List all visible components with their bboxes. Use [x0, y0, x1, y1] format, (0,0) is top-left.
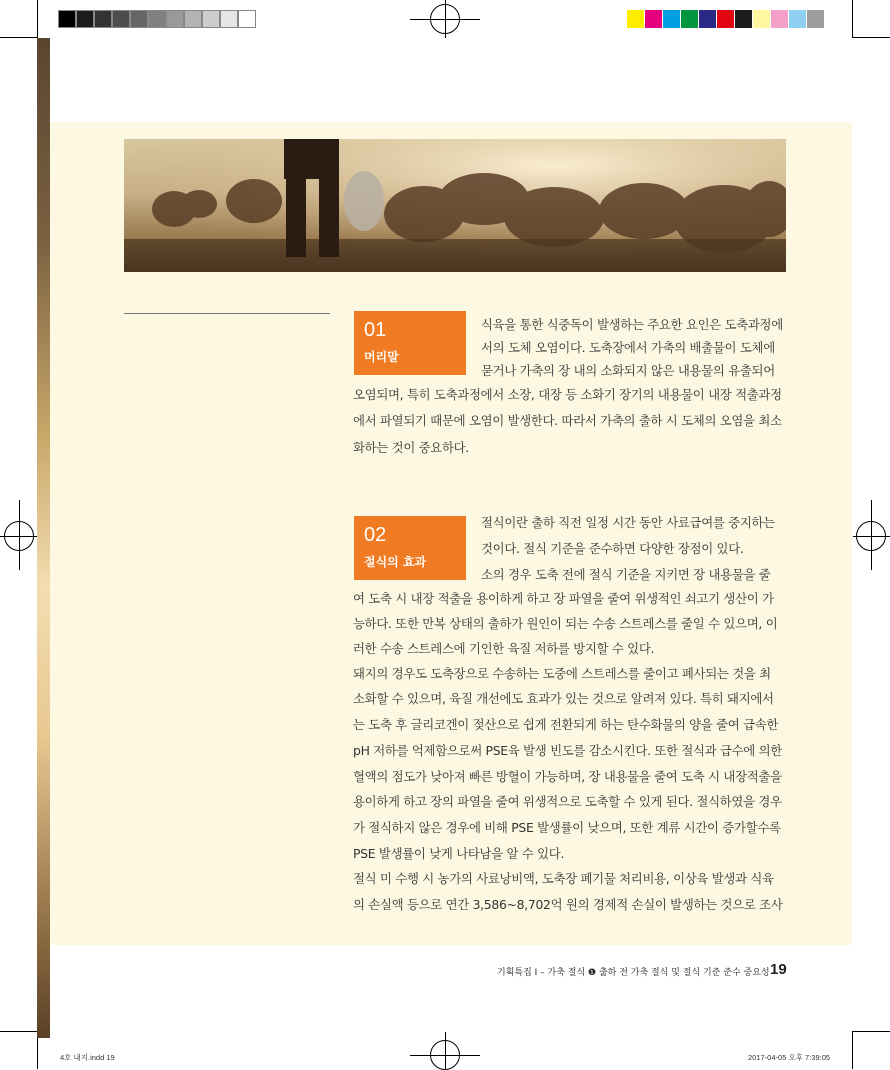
sidebar-rule — [124, 313, 330, 314]
body-line: PSE 발생률이 낮게 나타남을 알 수 있다. — [353, 846, 565, 861]
body-line: 용이하게 하고 장의 파열을 줄여 위생적으로 도축할 수 있게 된다. 절식하였을 경우 — [353, 794, 782, 809]
gray-swatch — [220, 10, 238, 28]
gray-swatch — [148, 10, 166, 28]
body-line: pH 저하를 억제함으로써 PSE육 발생 빈도를 감소시킨다. 또한 절식과 급수에 의한 — [353, 743, 782, 758]
body-line: 절식 미 수행 시 농가의 사료낭비액, 도축장 폐기물 처리비용, 이상육 발생과 식육 — [353, 871, 774, 886]
pigs-and-farmer-photo — [124, 139, 786, 272]
color-swatch — [717, 10, 735, 28]
body-line: 서의 도체 오염이다. 도축장에서 가축의 배출물이 도체에 — [481, 340, 775, 355]
color-swatch — [807, 10, 825, 28]
gray-swatch — [94, 10, 112, 28]
page-number: 19 — [770, 961, 787, 978]
slug-filename: 4호 내지.indd 19 — [60, 1053, 115, 1062]
body-line: 혈액의 점도가 낮아져 빠른 방혈이 가능하며, 장 내용물을 줄여 도축 시 내장적출을 — [353, 769, 782, 784]
body-line: 화하는 것이 중요하다. — [353, 440, 469, 455]
body-line: 식육을 통한 식중독이 발생하는 주요한 요인은 도축과정에 — [481, 317, 783, 332]
color-swatch — [735, 10, 753, 28]
body-line: 오염되며, 특히 도축과정에서 소장, 대장 등 소화기 장기의 내용물이 내장 적출과정 — [353, 387, 782, 402]
color-swatch — [663, 10, 681, 28]
section-title: 절식의 효과 — [364, 555, 427, 569]
section-title: 머리말 — [364, 350, 399, 364]
body-line: 여 도축 시 내장 적출을 용이하게 하고 장 파열을 줄여 위생적인 쇠고기 생산이 가 — [353, 591, 774, 606]
body-line: 소화할 수 있으며, 육질 개선에도 효과가 있는 것으로 알려져 있다. 특히 돼지에서 — [353, 691, 774, 706]
color-swatch — [699, 10, 717, 28]
gray-swatch — [130, 10, 148, 28]
body-line: 묻거나 가축의 장 내의 소화되지 않은 내용물의 유출되어 — [481, 363, 775, 378]
body-line: 의 손실액 등으로 연간 3,586~8,702억 원의 경제적 손실이 발생하는 것으로 조사 — [353, 897, 783, 912]
body-line: 소의 경우 도축 전에 절식 기준을 지키면 장 내용물을 줄 — [481, 567, 771, 582]
gray-swatch — [112, 10, 130, 28]
section-01-badge — [354, 311, 466, 375]
gray-swatch — [58, 10, 76, 28]
gray-swatch — [166, 10, 184, 28]
color-swatch — [789, 10, 807, 28]
running-title: 기획특집 I – 가축 절식 ❶ 출하 전 가축 절식 및 절식 기준 준수 중요성 — [497, 968, 770, 978]
color-swatch — [645, 10, 663, 28]
process-color-bar — [627, 10, 825, 28]
bleed-image-strip — [37, 38, 50, 1038]
body-line: 것이다. 절식 기준을 준수하면 다양한 장점이 있다. — [481, 541, 744, 556]
slug-timestamp: 2017-04-05 오후 7:39:05 — [748, 1053, 831, 1062]
body-line: 가 절식하지 않은 경우에 비해 PSE 발생률이 낮으며, 또한 계류 시간이 증가할수록 — [353, 820, 781, 835]
body-line: 능하다. 또한 만복 상태의 출하가 원인이 되는 수송 스트레스를 줄일 수 있으며, 이 — [353, 616, 778, 631]
body-line: 는 도축 후 글리코겐이 젖산으로 쉽게 전환되게 하는 탄수화물의 양을 줄여 급속한 — [353, 717, 779, 732]
body-line: 절식이란 출하 직전 일정 시간 동안 사료급여를 중지하는 — [481, 515, 775, 530]
color-swatch — [627, 10, 645, 28]
gray-swatch — [184, 10, 202, 28]
gray-swatch — [238, 10, 256, 28]
body-line: 러한 수송 스트레스에 기인한 육질 저하를 방지할 수 있다. — [353, 641, 655, 656]
grayscale-color-bar — [58, 10, 256, 28]
body-line: 에서 파열되기 때문에 오염이 발생한다. 따라서 가축의 출하 시 도체의 오염을 최소 — [353, 413, 782, 428]
section-number: 01 — [364, 319, 387, 341]
gray-swatch — [76, 10, 94, 28]
section-number: 02 — [364, 524, 387, 546]
section-02-badge — [354, 516, 466, 580]
gray-swatch — [202, 10, 220, 28]
color-swatch — [771, 10, 789, 28]
photo-illustration — [124, 139, 786, 272]
color-swatch — [753, 10, 771, 28]
color-swatch — [681, 10, 699, 28]
body-line: 돼지의 경우도 도축장으로 수송하는 도중에 스트레스를 줄이고 폐사되는 것을 최 — [353, 666, 771, 681]
